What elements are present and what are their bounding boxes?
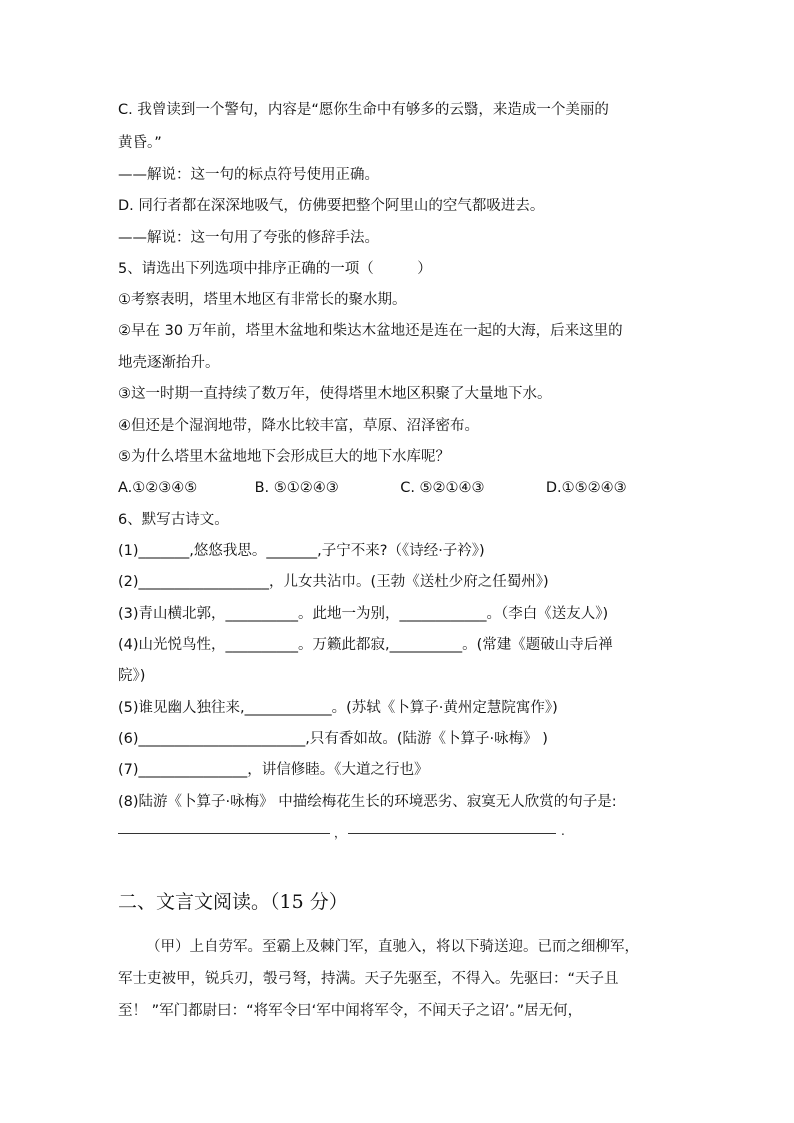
question-5-options xyxy=(118,479,627,497)
question-6-item-5: (5)谁见幽人独往来,____________。(苏轼《卜算子·黄州定慧院寓作》) xyxy=(118,700,558,716)
option-d-line: D. 同行者都在深深地吸气，仿佛要把整个阿里山的空气都吸进去。 xyxy=(118,198,545,214)
option-c: C. ⑤②①④③ xyxy=(400,480,485,496)
classical-text-line-3: 至！ ”军门都尉曰：“将军令曰‘军中闻将军令，不闻天子之诏’。”居无何， xyxy=(118,1003,583,1019)
question-5-sentence-2b: 地壳逐渐抬升。 xyxy=(118,355,220,371)
question-6-prompt: 6、默写古诗文。 xyxy=(118,512,229,528)
option-c-line-1: C. 我曾读到一个警句，内容是“愿你生命中有够多的云翳，来造成一个美丽的 xyxy=(118,102,609,118)
answer-separator-2: . xyxy=(561,824,565,838)
question-5-prompt: 5、请选出下列选项中排序正确的一项（ ） xyxy=(118,261,432,277)
question-6-item-4b: 院》) xyxy=(118,668,146,684)
section-2-heading: 二、文言文阅读。（15 分） xyxy=(118,891,348,913)
question-5-sentence-2a: ②早在 30 万年前，塔里木盆地和柴达木盆地还是连在一起的大海，后来这里的 xyxy=(118,323,623,339)
option-b: B. ⑤①②④③ xyxy=(254,480,339,496)
classical-text-line-1: （甲）上自劳军。至霸上及棘门军，直驰入，将以下骑送迎。已而之细柳军， xyxy=(146,939,639,955)
question-6-item-7: (7)_______________，讲信修睦。《大道之行也》 xyxy=(118,762,429,778)
question-6-item-3: (3)青山横北郭，__________。此地一为别，____________。（李白《送友人》) xyxy=(118,606,609,622)
answer-blank-2 xyxy=(348,833,556,834)
option-c-explanation: ——解说：这一句的标点符号使用正确。 xyxy=(118,167,379,183)
option-a: A.①②③④⑤ xyxy=(118,480,198,496)
option-d-explanation: ——解说：这一句用了夸张的修辞手法。 xyxy=(118,230,379,246)
question-6-item-2: (2)__________________，儿女共沾巾。(王勃《送杜少府之任蜀州》) xyxy=(118,574,549,590)
question-5-sentence-1: ①考察表明，塔里木地区有非常长的聚水期。 xyxy=(118,292,407,308)
question-6-item-6: (6)_______________________,只有香如故。(陆游《卜算子·咏梅》 ) xyxy=(118,731,548,747)
option-c-line-2: 黄昏。” xyxy=(118,135,162,151)
classical-text-line-2: 军士吏被甲，锐兵刃，彀弓弩，持满。天子先驱至，不得入。先驱曰：“天子且 xyxy=(118,971,619,987)
question-5-sentence-3: ③这一时期一直持续了数万年，使得塔里木地区积聚了大量地下水。 xyxy=(118,386,552,402)
question-6-item-1: (1)_______,悠悠我思。_______,子宁不来?（《诗经·子衿》) xyxy=(118,543,485,559)
question-5-sentence-4: ④但还是个湿润地带，降水比较丰富，草原、沼泽密布。 xyxy=(118,418,479,434)
question-6-item-4a: (4)山光悦鸟性，__________。万籁此都寂,__________。(常建《题破山寺后禅 xyxy=(118,637,613,653)
answer-blank-1 xyxy=(118,833,330,834)
option-d: D.①⑤②④③ xyxy=(545,480,627,496)
question-6-item-8: (8)陆游《卜算子·咏梅》 中描绘梅花生长的环境恶劣、寂寞无人欣赏的句子是: xyxy=(118,794,617,810)
question-5-sentence-5: ⑤为什么塔里木盆地地下会形成巨大的地下水库呢？ xyxy=(118,449,450,465)
answer-separator-1: ， xyxy=(334,826,347,840)
